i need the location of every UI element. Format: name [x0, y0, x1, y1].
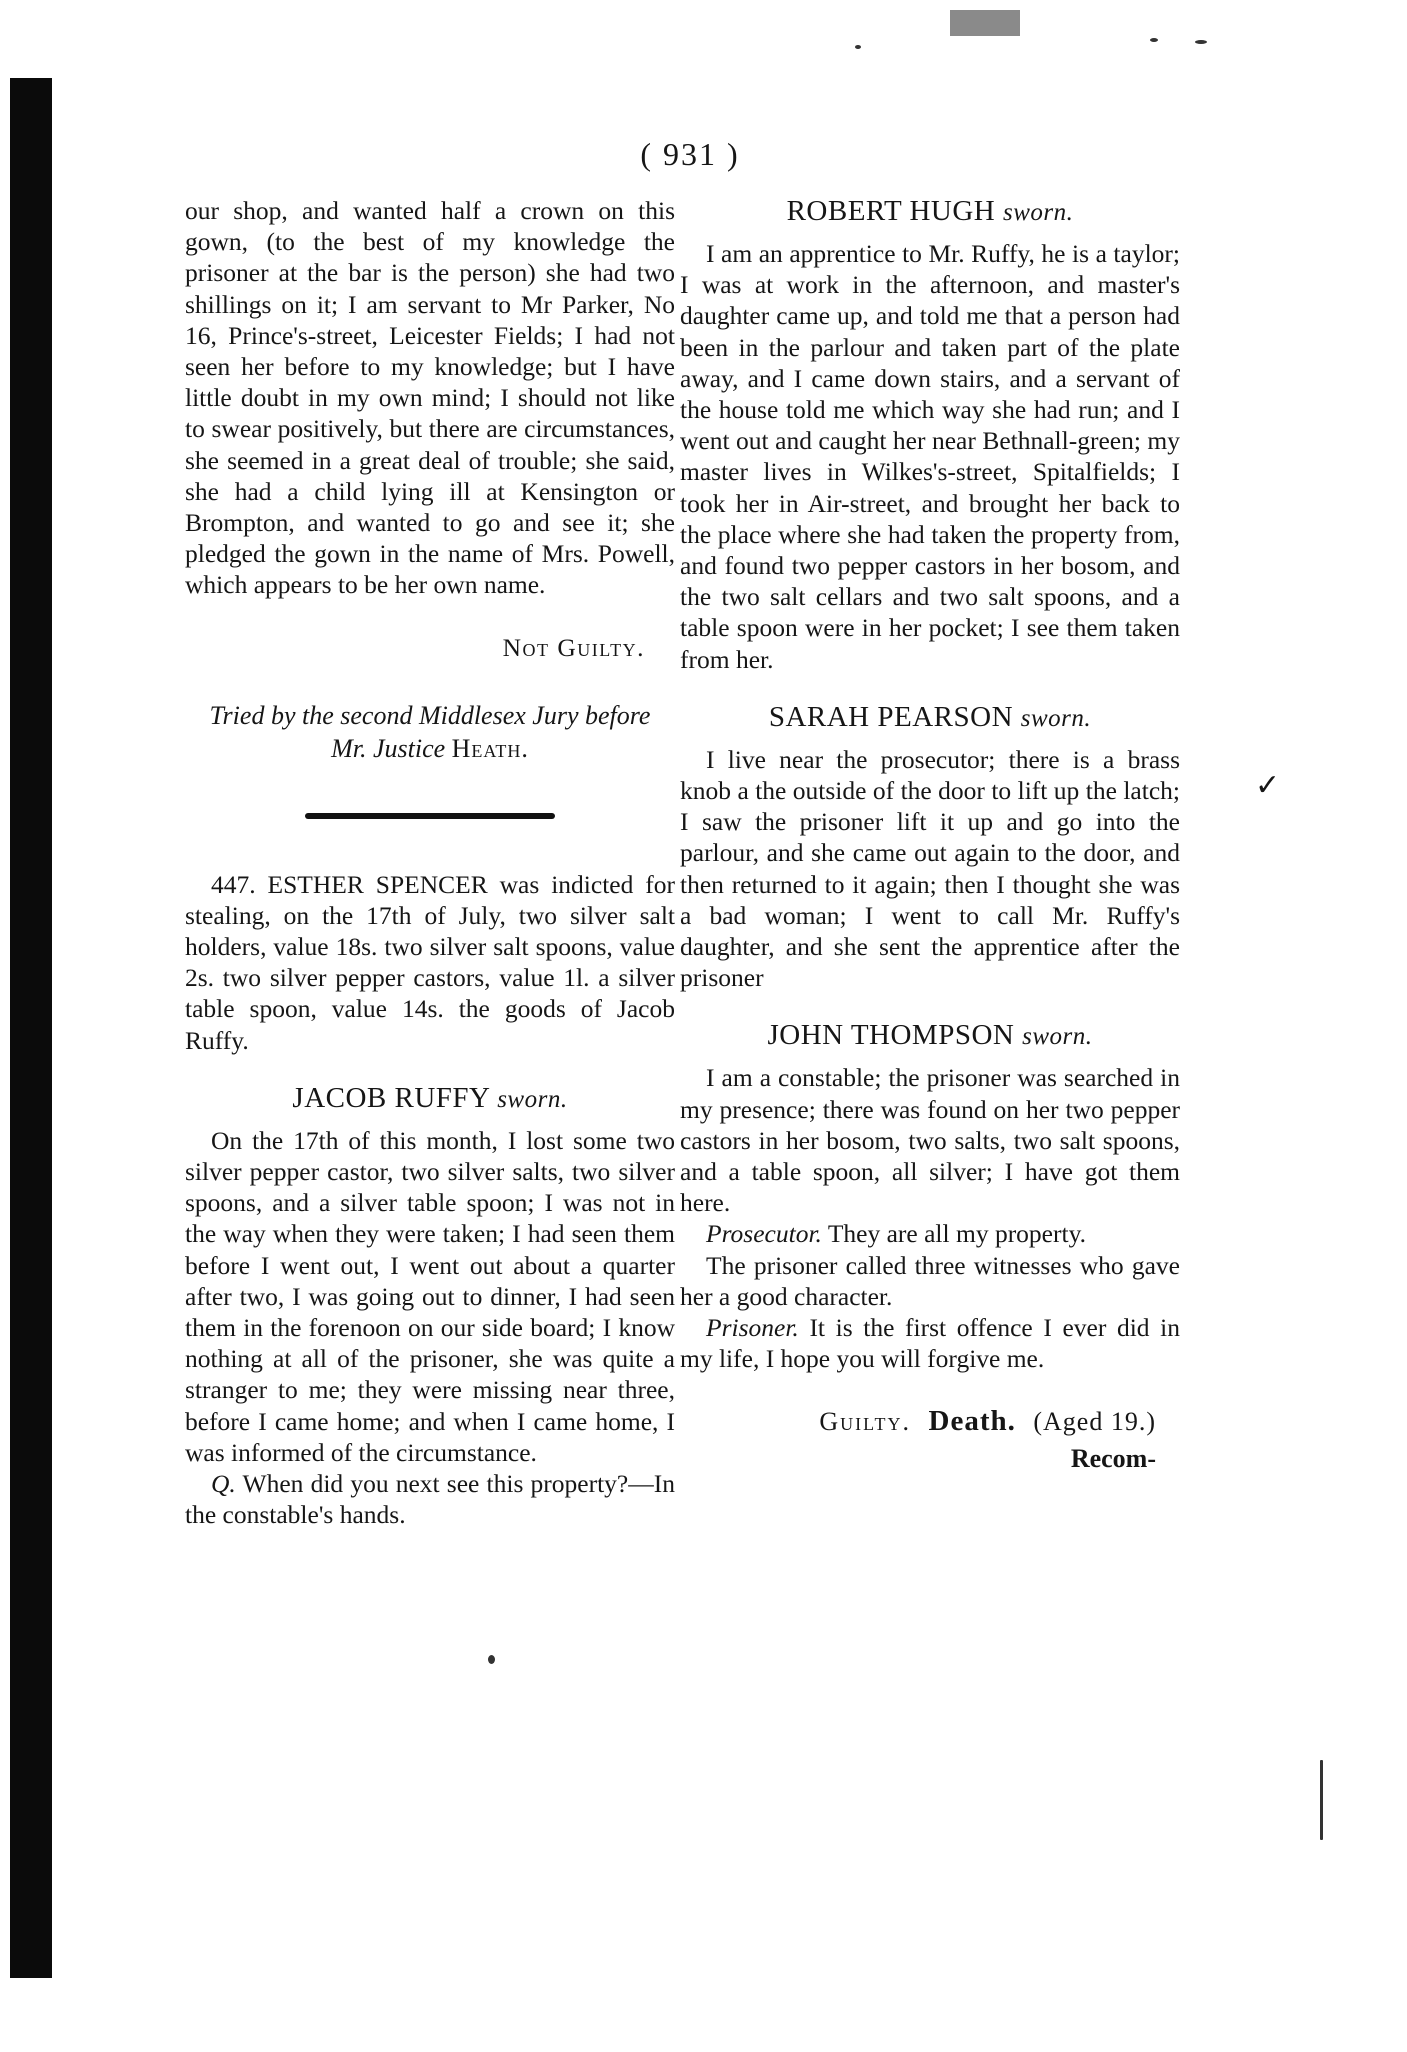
jury-note [185, 699, 675, 765]
scan-speck [855, 45, 861, 49]
witness-name: ROBERT HUGH [786, 195, 996, 227]
scan-speck [1195, 40, 1207, 44]
continued-testimony: our shop, and wanted half a crown on this gown, (to the best of my knowledge the prisoner at the bar is the person) she had two shillings on it; I am servant to Mr Parker, No 16, Prince's-street, Leicester Fields; I had not seen her before to my knowledge; but I have little doubt in my own mind; I should not like to swear positively, but there are circumstances, she seemed in a great deal of trouble; she said, she had a child lying ill at Kensington or Brompton, and wanted to go and see it; she pledged the gown in the name of Mrs. Powell, which appears to be her own name. [185, 196, 675, 600]
judge-name: Heath. [451, 733, 529, 763]
sentence-line [680, 1405, 1156, 1438]
witness-testimony: On the 17th of this month, I lost some two silver pepper castor, two silver salts, two silver spoons, and a silver table spoon; I was not in the way when they were taken; I had seen them before I went out, I went out about a quarter after two, I was going out to dinner, I had seen them in the forenoon on our side board; I know nothing at all of the prisoner, she was quite a stranger to me; they were missing near three, before I came home; and when I came home, I was informed of the circumstance. [185, 1125, 675, 1467]
sworn-label: sworn. [1022, 1023, 1093, 1051]
question-label: Q. [211, 1469, 236, 1499]
witness-testimony: I live near the prosecutor; there is a brass knob a the outside of the door to lift up the latch; I saw the prisoner lift it up and go into the parlour, and she came out again to the door, and then returned to it again; then I thought she was a bad woman; I went to call Mr. Ruffy's daughter, and she sent the apprentice after the prisoner [680, 744, 1180, 993]
sworn-label: sworn. [497, 1085, 568, 1113]
character-witnesses: The prisoner called three witnesses who gave her a good character. [680, 1250, 1180, 1311]
jury-note-line1: Tried by the second Middlesex Jury before [209, 700, 651, 730]
scan-speck [1150, 38, 1158, 42]
right-column [680, 195, 1180, 1474]
page-number: ( 931 ) [640, 136, 740, 172]
verdict-previous-case: Not Guilty. [502, 632, 645, 662]
jury-note-line2 [185, 732, 675, 765]
scan-speck [488, 1655, 495, 1664]
scan-smudge [950, 10, 1020, 36]
question-text: When did you next see this property?—In the constable's hands. [185, 1469, 675, 1530]
prisoner-statement [680, 1312, 1180, 1374]
prisoner-text: It is the first offence I ever did in my life, I hope you will forgive me. [680, 1313, 1180, 1374]
witness-heading [680, 701, 1180, 734]
prosecutor-label: Prosecutor. [706, 1219, 822, 1249]
sworn-label: sworn. [1020, 704, 1092, 732]
prosecutor-statement [680, 1218, 1180, 1249]
witness-testimony: I am a constable; the prisoner was searched in my presence; there was found on her two pepper castors in her bosom, two salts, two salt spoons, and a table spoon, all silver; I have got them here. [680, 1063, 1180, 1218]
case-indictment: 447. ESTHER SPENCER was indicted for stealing, on the 17th of July, two silver salt holders, value 18s. two silver salt spoons, value 2s. two silver pepper castors, value 1l. a silver table spoon, value 14s. the goods of Jacob Ruffy. [185, 869, 675, 1055]
witness-name: JOHN THOMPSON [767, 1019, 1015, 1052]
sworn-label: sworn. [1003, 199, 1074, 226]
left-column [185, 195, 675, 1531]
binding-edge [10, 78, 52, 1978]
scan-speck [1320, 1760, 1323, 1840]
verdict-guilty: Guilty. [819, 1406, 911, 1436]
prisoner-age: (Aged 19.) [1033, 1406, 1156, 1436]
sentence-death: Death. [928, 1404, 1016, 1437]
witness-name: JACOB RUFFY [292, 1081, 490, 1114]
judge-title: Mr. Justice [331, 733, 446, 763]
check-mark-icon: ✓ [1255, 769, 1281, 802]
witness-heading [680, 1019, 1180, 1052]
prisoner-label: Prisoner. [706, 1313, 799, 1343]
question-answer [185, 1468, 675, 1530]
prosecutor-text: They are all my property. [827, 1219, 1087, 1249]
section-divider [305, 813, 555, 819]
witness-heading [185, 1082, 675, 1115]
witness-heading [680, 195, 1180, 228]
witness-name: SARAH PEARSON [768, 700, 1014, 733]
witness-testimony: I am an apprentice to Mr. Ruffy, he is a taylor; I was at work in the afternoon, and master's daughter came up, and told me that a person had been in the parlour and taken part of the plate away, and I came down stairs, and a servant of the house told me which way she had run; and I went out and caught her near Bethnall-green; my master lives in Wilkes's-street, Spitalfields; I took her in Air-street, and brought her back to the place where she had taken the property from, and found two pepper castors in her bosom, and the two salt cellars and two salt spoons, and a table spoon were in her pocket; I see them taken from her. [680, 239, 1180, 674]
catchword: Recom- [1070, 1443, 1156, 1473]
